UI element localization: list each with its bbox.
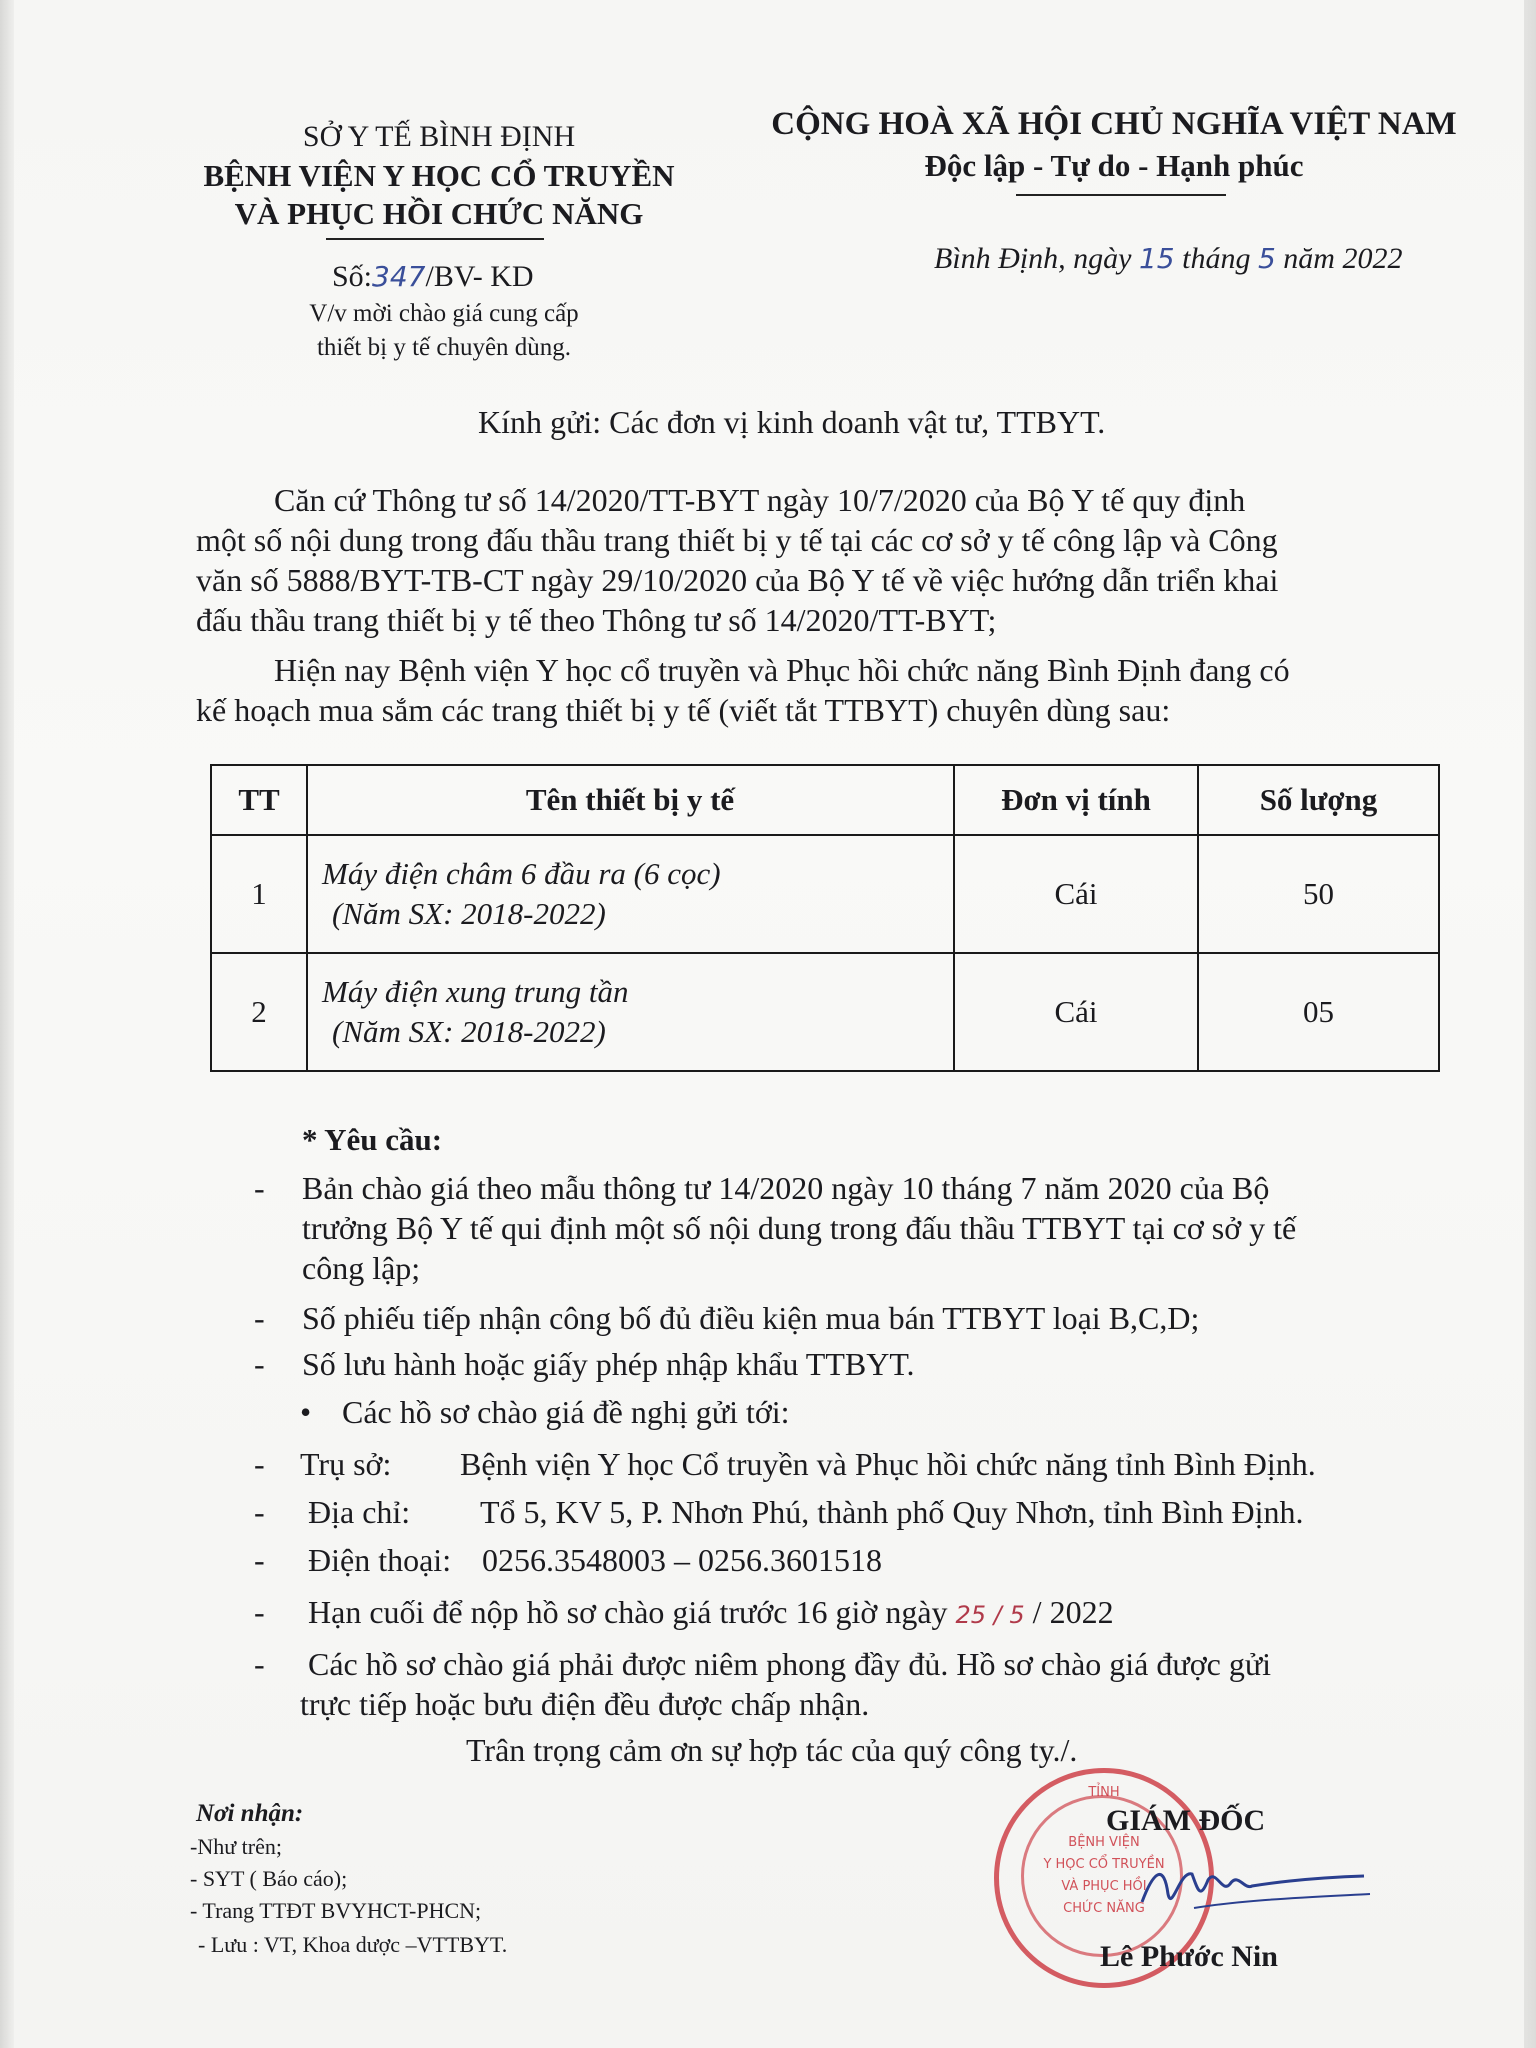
signatory-name: Lê Phước Nin	[1100, 1940, 1278, 1973]
header-quantity: Số lượng	[1198, 765, 1439, 835]
document-number	[332, 260, 534, 294]
number-suffix: /BV- KD	[425, 260, 534, 293]
document-page	[14, 0, 1524, 2048]
subject-line1: V/v mời chào giá cung cấp	[309, 300, 579, 327]
row-equipment-name: Máy điện châm 6 đầu ra (6 cọc)	[322, 856, 721, 891]
phone-value: 0256.3548003 – 0256.3601518	[482, 1542, 882, 1578]
row-equipment-name: Máy điện xung trung tần	[322, 974, 629, 1009]
dash-marker: -	[254, 1542, 265, 1578]
office-value: Bệnh viện Y học Cổ truyền và Phục hồi chức năng tỉnh Bình Định.	[460, 1446, 1316, 1482]
stamp-text: Y HỌC CỔ TRUYỀN	[1043, 1857, 1165, 1872]
row-name-cell	[307, 953, 954, 1071]
dash-marker: -	[254, 1346, 265, 1382]
bullet-dot: •	[300, 1394, 312, 1430]
requirement1-line3: công lập;	[302, 1250, 421, 1286]
requirement2: Số phiếu tiếp nhận công bố đủ điều kiện mua bán TTBYT loại B,C,D;	[302, 1300, 1200, 1336]
header-tt: TT	[211, 765, 307, 835]
date-month-label: tháng	[1182, 242, 1251, 275]
department-name: SỞ Y TẾ BÌNH ĐỊNH	[302, 120, 576, 153]
recipient-item: - Trang TTĐT BVYHCT-PHCN;	[190, 1898, 482, 1923]
deadline-line	[308, 1594, 1114, 1631]
signatory-title: GIÁM ĐỐC	[1106, 1804, 1266, 1837]
requirement3: Số lưu hành hoặc giấy phép nhập khẩu TTBYT.	[302, 1346, 915, 1382]
subject-line2: thiết bị y tế chuyên dùng.	[316, 334, 572, 361]
paragraph2-line2: kế hoạch mua sắm các trang thiết bị y tế (viết tắt TTBYT) chuyên dùng sau:	[196, 692, 1171, 728]
table-row	[211, 953, 1439, 1071]
address-value: Tổ 5, KV 5, P. Nhơn Phú, thành phố Quy Nhơn, tỉnh Bình Định.	[480, 1494, 1304, 1530]
number-handwritten: 347	[372, 260, 426, 293]
row-tt: 1	[211, 835, 307, 953]
requirement1-line1: Bản chào giá theo mẫu thông tư 14/2020 ngày 10 tháng 7 năm 2020 của Bộ	[302, 1170, 1270, 1206]
date-month: 5	[1257, 242, 1276, 275]
header-unit: Đơn vị tính	[954, 765, 1198, 835]
paragraph2-line1: Hiện nay Bệnh viện Y học cổ truyền và Phục hồi chức năng Bình Định đang có	[274, 652, 1290, 688]
date-year: năm 2022	[1283, 242, 1403, 275]
equipment-table	[210, 764, 1440, 1072]
country-name: CỘNG HOÀ XÃ HỘI CHỦ NGHĨA VIỆT NAM	[771, 106, 1457, 142]
row-quantity: 05	[1198, 953, 1439, 1071]
recipient-item: -Như trên;	[190, 1834, 282, 1859]
paragraph1-line3: văn số 5888/BYT-TB-CT ngày 29/10/2020 của Bộ Y tế về việc hướng dẫn triển khai	[196, 562, 1279, 598]
stamp-text: BỆNH VIỆN	[1068, 1835, 1140, 1850]
row-manufacture-year: (Năm SX: 2018-2022)	[332, 1014, 606, 1049]
header-equipment-name: Tên thiết bị y tế	[307, 765, 954, 835]
requirements-heading: * Yêu cầu:	[302, 1122, 443, 1157]
recipients-heading: Nơi nhận:	[196, 1800, 304, 1827]
hospital-name-line2: VÀ PHỤC HỒI CHỨC NĂNG	[234, 196, 644, 231]
closing-line: Trân trọng cảm ơn sự hợp tác của quý công ty./.	[466, 1732, 1078, 1768]
motto-underline	[1016, 194, 1226, 196]
row-quantity: 50	[1198, 835, 1439, 953]
paragraph1-line4: đấu thầu trang thiết bị y tế theo Thông tư số 14/2020/TT-BYT;	[196, 602, 997, 638]
date-line	[934, 242, 1402, 276]
national-motto: Độc lập - Tự do - Hạnh phúc	[924, 148, 1304, 183]
dash-marker: -	[254, 1594, 265, 1630]
sealing-line1: Các hồ sơ chào giá phải được niêm phong đầy đủ. Hồ sơ chào giá được gửi	[308, 1646, 1272, 1682]
row-unit: Cái	[954, 953, 1198, 1071]
dash-marker: -	[254, 1494, 265, 1530]
row-manufacture-year: (Năm SX: 2018-2022)	[332, 896, 606, 931]
recipient-item: - Lưu : VT, Khoa dược –VTTBYT.	[198, 1932, 508, 1957]
row-unit: Cái	[954, 835, 1198, 953]
date-place: Bình Định, ngày	[934, 242, 1132, 275]
paragraph1-line2: một số nội dung trong đấu thầu trang thiết bị y tế tại các cơ sở y tế công lập và Công	[196, 522, 1278, 558]
stamp-text: TỈNH	[1088, 1785, 1120, 1800]
stamp-text: CHỨC NĂNG	[1063, 1901, 1145, 1916]
row-name-cell	[307, 835, 954, 953]
dash-marker: -	[254, 1446, 265, 1482]
table-row	[211, 835, 1439, 953]
requirement1-line2: trưởng Bộ Y tế qui định một số nội dung trong đấu thầu TTBYT tại cơ sở y tế	[302, 1210, 1297, 1246]
phone-label: Điện thoại:	[308, 1542, 452, 1578]
handwritten-signature	[1134, 1850, 1374, 1920]
deadline-year: / 2022	[1032, 1594, 1114, 1630]
dash-marker: -	[254, 1646, 265, 1682]
header-left-underline	[326, 238, 544, 240]
number-prefix: Số:	[332, 260, 373, 293]
date-day: 15	[1138, 242, 1175, 275]
office-label: Trụ sở:	[300, 1446, 392, 1482]
hospital-name-line1: BỆNH VIỆN Y HỌC CỔ TRUYỀN	[203, 158, 675, 193]
submission-heading: Các hồ sơ chào giá đề nghị gửi tới:	[342, 1394, 790, 1430]
stamp-text: VÀ PHỤC HỒI	[1061, 1879, 1147, 1894]
dash-marker: -	[254, 1300, 265, 1336]
paragraph1-line1: Căn cứ Thông tư số 14/2020/TT-BYT ngày 10/7/2020 của Bộ Y tế quy định	[274, 482, 1246, 518]
deadline-text: Hạn cuối để nộp hồ sơ chào giá trước 16 giờ ngày	[308, 1594, 948, 1630]
dash-marker: -	[254, 1170, 265, 1206]
sealing-line2: trực tiếp hoặc bưu điện đều được chấp nhận.	[300, 1686, 870, 1722]
row-tt: 2	[211, 953, 307, 1071]
deadline-handwritten: 25 / 5	[955, 1601, 1025, 1629]
recipient-line: Kính gửi: Các đơn vị kinh doanh vật tư, TTBYT.	[478, 404, 1106, 440]
table-header-row	[211, 765, 1439, 835]
address-label: Địa chỉ:	[308, 1494, 411, 1530]
recipient-item: - SYT ( Báo cáo);	[190, 1866, 348, 1891]
